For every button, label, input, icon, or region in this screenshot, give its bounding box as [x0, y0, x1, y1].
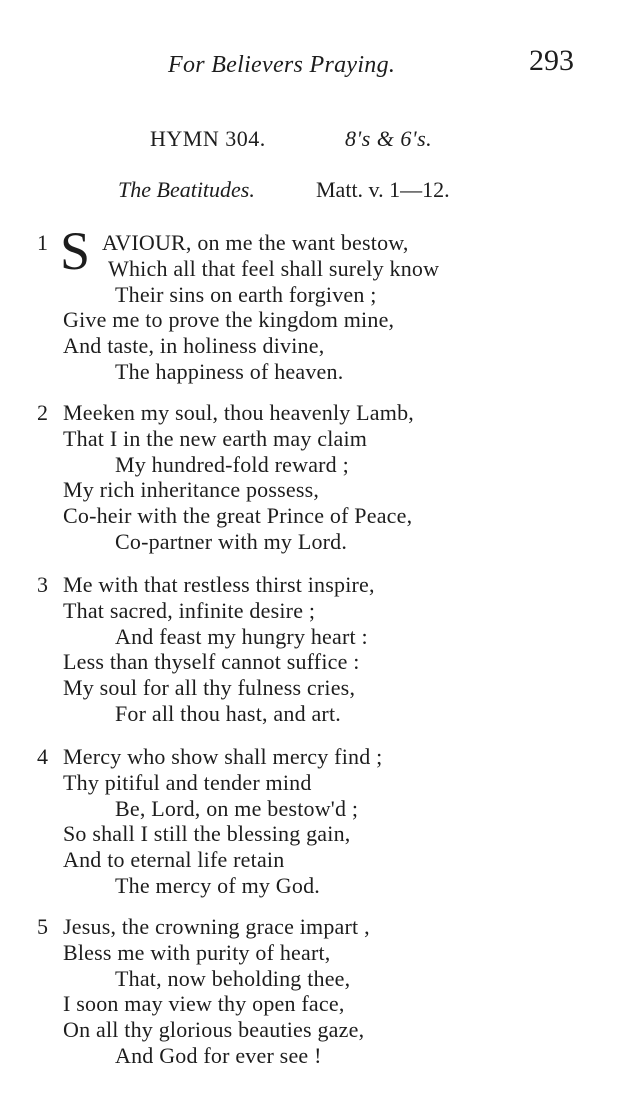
hymn-line: The happiness of heaven. [115, 359, 344, 384]
hymn-line: My rich inheritance possess, [63, 477, 320, 503]
hymn-heading [150, 126, 433, 152]
hymn-line: Thy pitiful and tender mind [63, 769, 312, 795]
hymn-line: Co-partner with my Lord. [115, 529, 348, 554]
hymn-line: The mercy of my God. [115, 873, 320, 898]
hymn-number: HYMN 304. [150, 126, 266, 151]
stanza-number: 2 [37, 400, 48, 425]
hymn-line: For all thou hast, and art. [115, 701, 341, 726]
hymn-meter: 8's & 6's. [345, 126, 433, 151]
hymn-line: And taste, in holiness divine, [63, 333, 325, 359]
hymn-line: Be, Lord, on me bestow'd ; [115, 795, 359, 821]
hymn-line: And feast my hungry heart : [115, 623, 368, 649]
hymn-line: On all thy glorious beauties gaze, [63, 1017, 365, 1043]
hymn-line: That, now beholding thee, [115, 965, 351, 991]
stanza-number: 1 [37, 230, 48, 255]
scripture-reference: Matt. v. 1—12. [316, 177, 450, 202]
hymn-line: And to eternal life retain [63, 847, 285, 873]
hymn-line: Meeken my soul, thou heavenly Lamb, [63, 400, 414, 425]
drop-cap: S [60, 221, 91, 281]
hymn-line: Less than thyself cannot suffice : [63, 649, 360, 675]
hymn-line: AVIOUR, on me the want bestow, [102, 230, 409, 255]
hymn-line: So shall I still the blessing gain, [63, 821, 351, 847]
hymn-line: Jesus, the crowning grace impart , [63, 914, 370, 939]
hymn-line: That I in the new earth may claim [63, 425, 368, 451]
hymn-line: My hundred-fold reward ; [115, 451, 349, 477]
stanza-number: 4 [37, 744, 48, 769]
hymn-line: Their sins on earth forgiven ; [115, 281, 377, 307]
hymn-title: The Beatitudes. [118, 177, 255, 202]
hymn-line: Me with that restless thirst inspire, [63, 572, 375, 597]
hymn-line: My soul for all thy fulness cries, [63, 675, 356, 701]
hymn-subtitle [118, 177, 450, 203]
stanza-number: 5 [37, 914, 48, 939]
page-number: 293 [529, 44, 574, 77]
hymn-line: And God for ever see ! [115, 1043, 322, 1068]
stanza-number: 3 [37, 572, 48, 597]
hymn-line: Bless me with purity of heart, [63, 939, 331, 965]
hymn-line: I soon may view thy open face, [63, 991, 345, 1017]
running-title: For Believers Praying. [168, 52, 396, 78]
hymn-line: Co-heir with the great Prince of Peace, [63, 503, 413, 529]
hymn-line: That sacred, infinite desire ; [63, 597, 316, 623]
hymn-line: Mercy who show shall mercy find ; [63, 744, 383, 769]
hymn-line: Give me to prove the kingdom mine, [63, 307, 395, 333]
hymn-line: Which all that feel shall surely know [108, 255, 440, 281]
